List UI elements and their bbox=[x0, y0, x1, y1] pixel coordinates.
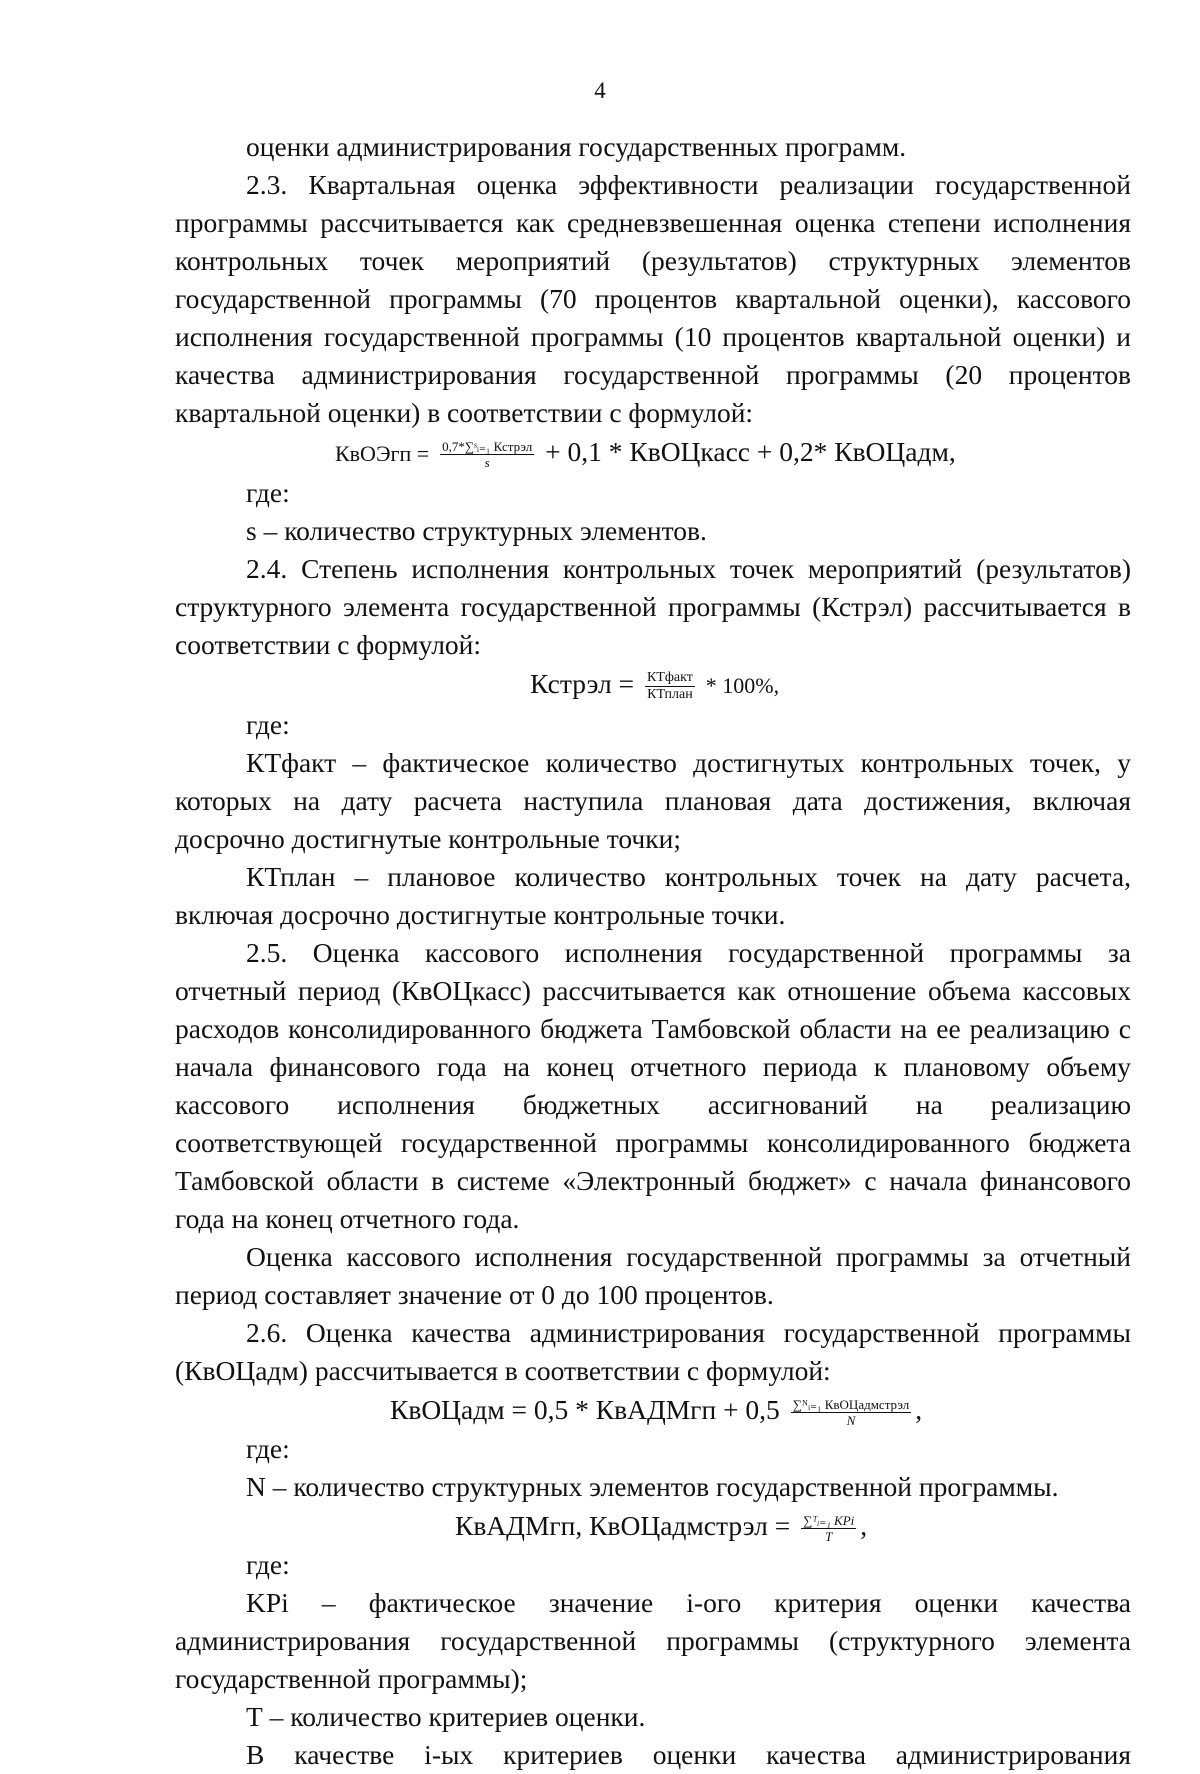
where-label: где: bbox=[246, 709, 290, 740]
paragraph-2-5-range: Оценка кассового исполнения государственной программы за отчетный период составляет значение от 0 до 100 процентов. bbox=[175, 1241, 1131, 1310]
definition-ktfakt: КТфакт – фактическое количество достигнутых контрольных точек, у которых на дату расчета наступила плановая дата достижения, включая досрочно достигнутые контрольные точки; bbox=[175, 747, 1131, 854]
fraction-numerator: ∑ᵀᵢ₌₁ KPi bbox=[803, 1513, 855, 1529]
definition-kpi: KPi – фактическое значение i-ого критерия оценки качества администрирования государственной программы (структурного элемента государственной программы); bbox=[175, 1587, 1131, 1694]
formula-kstrel bbox=[175, 664, 1131, 706]
fraction-denominator: N bbox=[846, 1413, 856, 1429]
formula-rhs: , bbox=[915, 1394, 923, 1425]
definition-ktplan: КТплан – плановое количество контрольных точек на дату расчета, включая досрочно достигнутые контрольные точки. bbox=[175, 861, 1131, 930]
definition-n: N – количество структурных элементов государственной программы. bbox=[246, 1471, 1059, 1502]
fraction-numerator: КТфакт bbox=[646, 670, 693, 686]
page-number: 4 bbox=[594, 78, 606, 103]
formula-rhs: + 0,1 * КвОЦкасс + 0,2* КвОЦадм, bbox=[545, 436, 956, 467]
formula-fraction bbox=[645, 670, 695, 703]
paragraph-2-4: 2.4. Степень исполнения контрольных точек мероприятий (результатов) структурного элемента государственной программы (Кстрэл) рассчитывается в соответствии с формулой: bbox=[175, 553, 1131, 660]
definition-t: Т – количество критериев оценки. bbox=[246, 1701, 646, 1732]
formula-lhs: КвОЦадм = 0,5 * КвАДМгп + 0,5 bbox=[390, 1394, 780, 1425]
formula-fraction bbox=[801, 1513, 856, 1544]
fraction-denominator: КТплан bbox=[647, 687, 693, 703]
formula-lhs: КвАДМгп, КвОЦадмстрэл = bbox=[455, 1510, 791, 1541]
paragraph-2-3: 2.3. Квартальная оценка эффективности реализации государственной программы рассчитывается как средневзвешенная оценка степени исполнения контрольных точек мероприятий (результатов) структурных элементов государственной программы (70 процентов квартальной оценки), кассового исполнения государственной программы (10 процентов квартальной оценки) и качества администрирования государственной программы (20 процентов квартальной оценки) в соответствии с формулой: bbox=[175, 169, 1131, 428]
fraction-denominator: s bbox=[484, 455, 490, 471]
formula-rhs: , bbox=[860, 1510, 868, 1541]
formula-lhs: КвОЭгп = bbox=[335, 441, 430, 466]
formula-kvadmgp bbox=[175, 1506, 1131, 1546]
formula-kvocadm bbox=[175, 1390, 1131, 1430]
paragraph-2-5: 2.5. Оценка кассового исполнения государственной программы за отчетный период (КвОЦкасс) рассчитывается как отношение объема кассовых расходов консолидированного бюджета Тамбовской области на ее реализацию с начала финансового года на конец отчетного периода к плановому объему кассового исполнения бюджетных ассигнований на реализацию соответствующей государственной программы консолидированного бюджета Тамбовской области в системе «Электронный бюджет» с начала финансового года на конец отчетного года. bbox=[175, 937, 1131, 1234]
where-label: где: bbox=[246, 1549, 290, 1580]
where-label: где: bbox=[246, 1433, 290, 1464]
paragraph-2-6: 2.6. Оценка качества администрирования государственной программы (КвОЦадм) рассчитывается в соответствии с формулой: bbox=[175, 1317, 1131, 1386]
fraction-numerator: 0,7*∑ˢᵢ₌₁ Кстрэл bbox=[442, 439, 533, 455]
paragraph-continuation: оценки администрирования государственных программ. bbox=[246, 131, 907, 162]
fraction-numerator: ∑ᴺᵢ₌₁ КвОЦадмстрэл bbox=[792, 1397, 910, 1413]
fraction-denominator: T bbox=[825, 1529, 833, 1545]
where-label: где: bbox=[246, 477, 290, 508]
document-body bbox=[175, 128, 1131, 1774]
formula-fraction bbox=[791, 1397, 912, 1428]
formula-lhs: Кстрэл = bbox=[530, 668, 635, 699]
definition-s: s – количество структурных элементов. bbox=[246, 515, 707, 546]
formula-rhs: * 100%, bbox=[705, 673, 780, 698]
paragraph-last-line: В качестве i-ых критериев оценки качества администрирования bbox=[246, 1739, 1131, 1770]
formula-kvoegp bbox=[175, 432, 1131, 474]
formula-fraction bbox=[440, 439, 534, 470]
